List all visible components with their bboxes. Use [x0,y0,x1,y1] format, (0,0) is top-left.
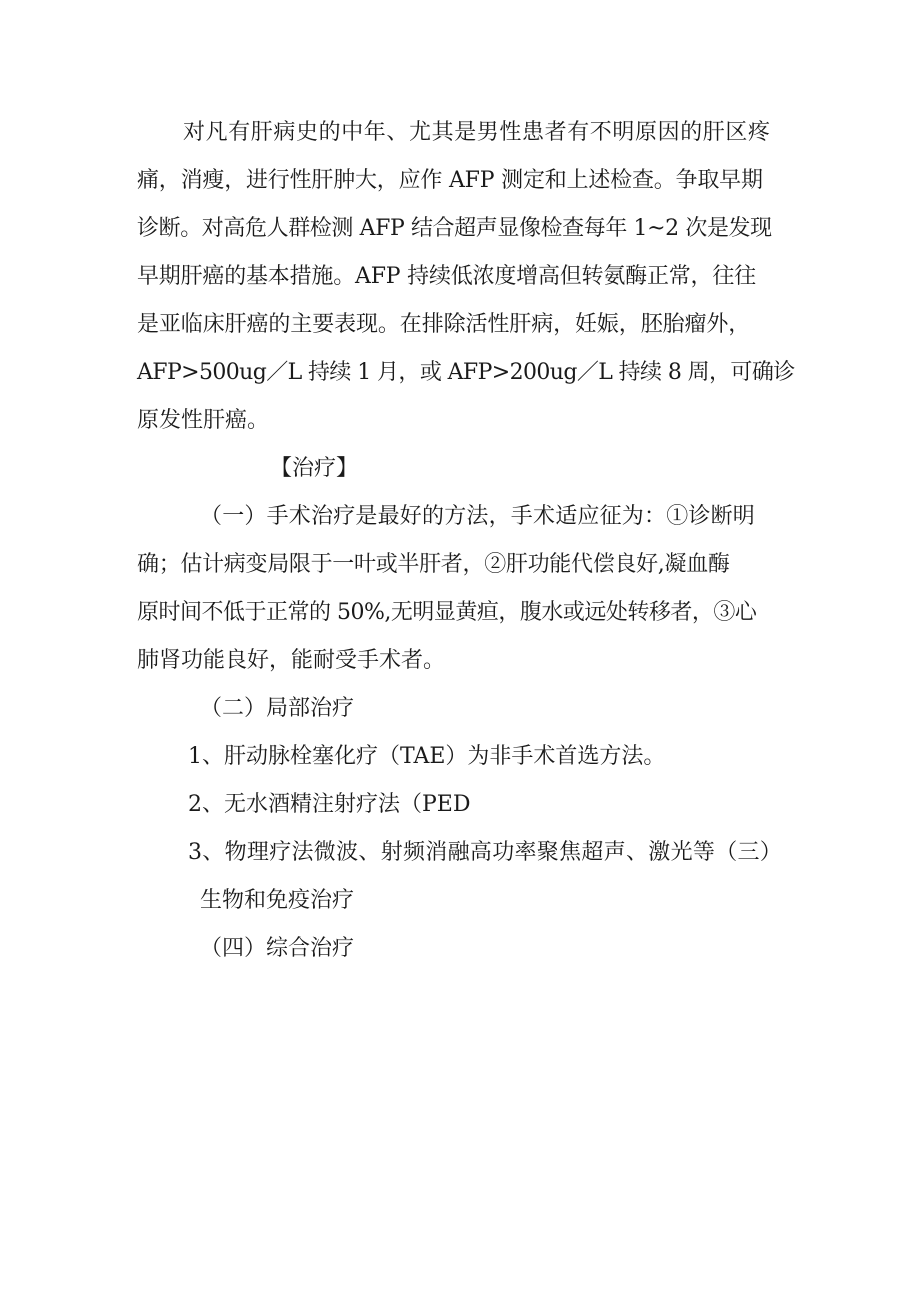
paragraph-line: 是亚临床肝癌的主要表现。在排除活性肝病，妊娠，胚胎瘤外， [137,312,751,337]
list-item: 1、肝动脉栓塞化疗（TAE）为非手术首选方法。 [188,744,666,769]
paragraph-line: 原发性肝癌。 [137,408,270,433]
list-item: 生物和免疫治疗 [200,888,355,913]
list-item: （二）局部治疗 [200,696,355,721]
paragraph-line: 对凡有肝病史的中年、尤其是男性患者有不明原因的肝区疼 [183,120,771,145]
paragraph-line: 肺肾功能良好，能耐受手术者。 [137,648,446,673]
paragraph-line: 确；估计病变局限于一叶或半肝者，②肝功能代偿良好,凝血酶 [137,552,730,577]
paragraph-line: 痛，消瘦，进行性肝肿大，应作 AFP 测定和上述检查。争取早期 [137,168,763,193]
paragraph-line: 诊断。对高危人群检测 AFP 结合超声显像检查每年 1~2 次是发现 [137,216,772,241]
list-item: 2、无水酒精注射疗法（PED [188,792,471,817]
list-item: 3、物理疗法微波、射频消融高功率聚焦超声、激光等（三） [188,840,783,865]
paragraph-line: 原时间不低于正常的 50%,无明显黄疸，腹水或远处转移者，③心 [137,600,757,625]
paragraph-line: 早期肝癌的基本措施。AFP 持续低浓度增高但转氨酶正常，往往 [137,264,756,289]
list-item: （四）综合治疗 [200,936,355,961]
paragraph-line: （一）手术治疗是最好的方法，手术适应征为：①诊断明 [200,504,756,529]
paragraph-line: AFP>500ug／L 持续 1 月，或 AFP>200ug／L 持续 8 周，可确诊 [137,360,795,385]
section-heading: 【治疗】 [270,456,359,481]
